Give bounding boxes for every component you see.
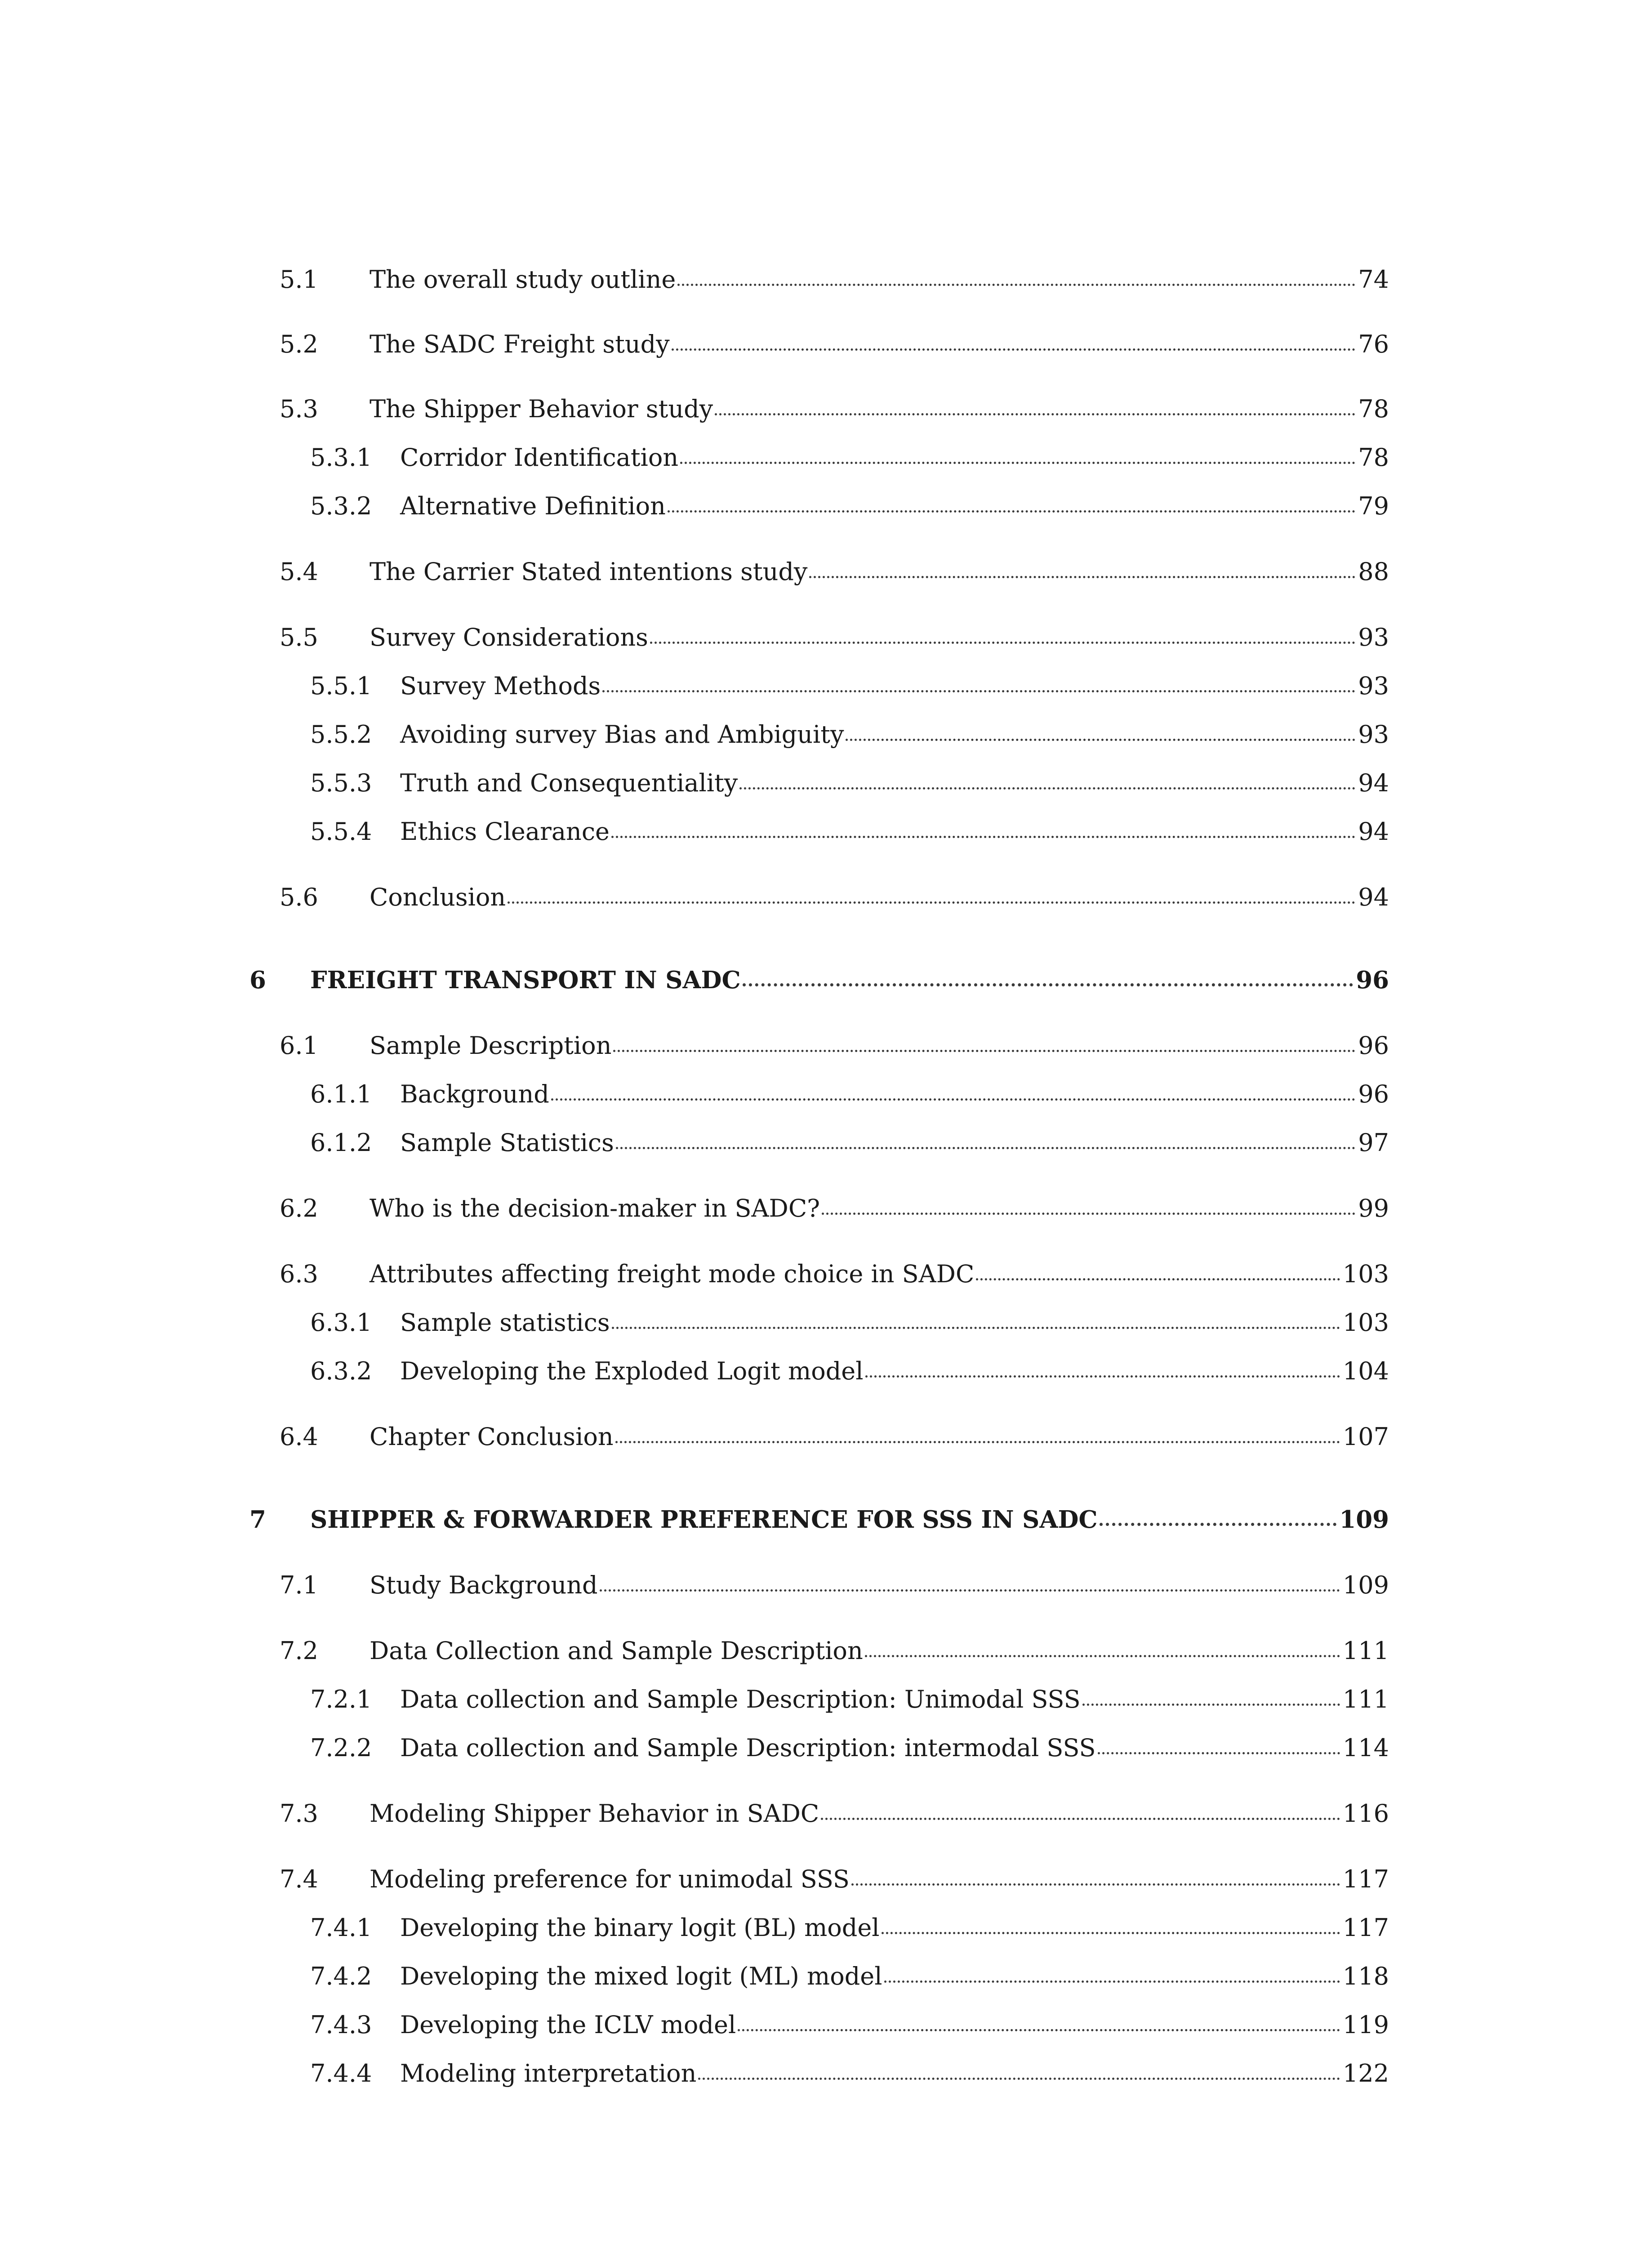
toc-entry-line xyxy=(400,1958,1389,1994)
toc-entry-page-number: 96 xyxy=(1358,1080,1389,1108)
toc-entry-page-number: 111 xyxy=(1342,1637,1389,1665)
toc-entry[interactable] xyxy=(0,879,1652,915)
toc-entry-page-number: 107 xyxy=(1342,1423,1389,1451)
toc-entry-number: 7.4.2 xyxy=(310,1962,372,1990)
toc-entry-number: 7 xyxy=(249,1506,266,1534)
toc-entry-title: Modeling preference for unimodal SSS xyxy=(370,1861,850,1897)
toc-entry-page-number: 94 xyxy=(1358,817,1389,846)
dot-leader xyxy=(976,1278,1340,1280)
toc-entry-title: Data collection and Sample Description: intermodal SSS xyxy=(400,1730,1096,1766)
toc-entry-line xyxy=(370,1191,1389,1227)
toc-entry[interactable] xyxy=(0,2056,1652,2092)
toc-entry-line xyxy=(400,765,1389,801)
toc-entry-number: 5.3.2 xyxy=(310,492,372,520)
toc-entry-line xyxy=(400,2056,1389,2092)
toc-entry-line xyxy=(310,1502,1389,1538)
dot-leader xyxy=(739,787,1355,789)
dot-leader xyxy=(613,1050,1355,1052)
toc-entry-title: Developing the Exploded Logit model xyxy=(400,1353,864,1389)
toc-entry[interactable] xyxy=(0,1076,1652,1112)
toc-entry-title: Alternative Definition xyxy=(400,488,666,524)
toc-entry-line xyxy=(370,1861,1389,1897)
toc-entry[interactable] xyxy=(0,2007,1652,2043)
toc-entry-page-number: 117 xyxy=(1342,1913,1389,1942)
toc-entry-line xyxy=(400,668,1389,704)
toc-entry-number: 5.5.1 xyxy=(310,672,372,700)
toc-entry-line xyxy=(370,1028,1389,1064)
toc-entry-line xyxy=(400,2007,1389,2043)
toc-entry-title: Avoiding survey Bias and Ambiguity xyxy=(400,717,844,753)
toc-entry-number: 5.6 xyxy=(280,883,318,911)
toc-entry-title: Truth and Consequentiality xyxy=(400,765,738,801)
toc-entry-number: 5.3 xyxy=(280,395,318,423)
toc-entry-title: FREIGHT TRANSPORT IN SADC xyxy=(310,962,741,998)
toc-entry[interactable] xyxy=(0,1191,1652,1227)
dot-leader xyxy=(551,1098,1355,1101)
toc-entry-number: 6.1.2 xyxy=(310,1128,372,1157)
toc-entry-page-number: 116 xyxy=(1342,1799,1389,1828)
dot-leader xyxy=(1098,1752,1340,1754)
toc-entry-page-number: 94 xyxy=(1358,769,1389,797)
toc-entry-number: 5.4 xyxy=(280,558,318,586)
toc-entry-number: 7.3 xyxy=(280,1799,318,1828)
toc-entry[interactable] xyxy=(0,1958,1652,1994)
toc-entry-title: Corridor Identification xyxy=(400,440,678,476)
toc-entry-page-number: 118 xyxy=(1342,1962,1389,1990)
toc-entry-line xyxy=(370,1256,1389,1292)
toc-entry[interactable] xyxy=(0,1567,1652,1603)
toc-entry-number: 5.2 xyxy=(280,330,318,358)
toc-entry-number: 6.3.1 xyxy=(310,1308,372,1337)
toc-entry-page-number: 93 xyxy=(1358,623,1389,651)
toc-entry-page-number: 117 xyxy=(1342,1865,1389,1893)
toc-entry-page-number: 97 xyxy=(1358,1128,1389,1157)
toc-entry-number: 7.4.1 xyxy=(310,1913,372,1942)
toc-entry-line xyxy=(400,1305,1389,1341)
dot-leader xyxy=(611,836,1355,838)
dot-leader xyxy=(672,348,1356,351)
toc-entry-number: 7.2.2 xyxy=(310,1734,372,1762)
toc-entry[interactable] xyxy=(0,262,1652,298)
toc-entry-title: Chapter Conclusion xyxy=(370,1419,614,1455)
dot-leader xyxy=(650,642,1355,644)
dot-leader xyxy=(822,1213,1355,1215)
toc-entry-line xyxy=(370,326,1389,362)
toc-entry-title: Data collection and Sample Description: Unimodal SSS xyxy=(400,1682,1081,1717)
dot-leader xyxy=(616,1147,1355,1149)
toc-entry-line xyxy=(370,554,1389,590)
dot-leader xyxy=(615,1441,1340,1443)
toc-entry-line xyxy=(370,879,1389,915)
toc-entry-line xyxy=(400,717,1389,753)
toc-entry-page-number: 88 xyxy=(1358,558,1389,586)
toc-entry-line xyxy=(370,262,1389,298)
toc-chapter-entry[interactable] xyxy=(0,1502,1652,1538)
dot-leader xyxy=(882,1932,1340,1934)
toc-entry-page-number: 109 xyxy=(1342,1571,1389,1599)
toc-entry-line xyxy=(370,1419,1389,1455)
toc-entry-page-number: 96 xyxy=(1356,966,1389,994)
toc-entry-number: 6.2 xyxy=(280,1194,318,1222)
toc-entry-number: 5.3.1 xyxy=(310,443,372,472)
toc-entry-page-number: 93 xyxy=(1358,672,1389,700)
toc-entry[interactable] xyxy=(0,1353,1652,1389)
toc-entry-title: Ethics Clearance xyxy=(400,814,610,850)
toc-entry-number: 6.1.1 xyxy=(310,1080,372,1108)
toc-entry-title: Sample Statistics xyxy=(400,1125,614,1161)
toc-entry-line xyxy=(400,1910,1389,1946)
toc-entry-title: Modeling Shipper Behavior in SADC xyxy=(370,1796,819,1832)
dot-leader xyxy=(715,413,1355,415)
toc-entry-title: The SADC Freight study xyxy=(370,326,670,362)
toc-entry-title: Sample Description xyxy=(370,1028,611,1064)
dot-leader xyxy=(851,1883,1340,1886)
dot-leader xyxy=(809,576,1355,578)
toc-entry-number: 6.1 xyxy=(280,1031,318,1060)
toc-entry-title: Data Collection and Sample Description xyxy=(370,1633,863,1669)
toc-entry-title: The Shipper Behavior study xyxy=(370,391,713,427)
dot-leader xyxy=(680,462,1355,464)
toc-entry[interactable] xyxy=(0,717,1652,753)
toc-entry-page-number: 103 xyxy=(1342,1260,1389,1288)
toc-entry-title: The overall study outline xyxy=(370,262,676,298)
toc-entry-number: 5.5.4 xyxy=(310,817,372,846)
toc-entry-page-number: 76 xyxy=(1358,330,1389,358)
toc-entry-line xyxy=(400,440,1389,476)
toc-entry-page-number: 79 xyxy=(1358,492,1389,520)
toc-entry-page-number: 74 xyxy=(1358,265,1389,294)
toc-entry-number: 7.4.4 xyxy=(310,2059,372,2087)
toc-entry[interactable] xyxy=(0,1305,1652,1341)
toc-entry-line xyxy=(400,1353,1389,1389)
toc-entry-page-number: 114 xyxy=(1342,1734,1389,1762)
toc-entry-line xyxy=(400,1076,1389,1112)
dot-leader xyxy=(698,2078,1340,2080)
toc-entry[interactable] xyxy=(0,1796,1652,1832)
toc-entry[interactable] xyxy=(0,814,1652,850)
toc-entry-number: 7.2 xyxy=(280,1637,318,1665)
toc-entry-page-number: 119 xyxy=(1342,2011,1389,2039)
toc-entry-line xyxy=(370,1796,1389,1832)
toc-entry-number: 5.5 xyxy=(280,623,318,651)
toc-entry-title: SHIPPER & FORWARDER PREFERENCE FOR SSS IN SADC xyxy=(310,1502,1098,1538)
toc-entry-number: 6.3.2 xyxy=(310,1357,372,1385)
dot-leader xyxy=(865,1655,1340,1657)
toc-entry-page-number: 78 xyxy=(1358,395,1389,423)
toc-entry-page-number: 109 xyxy=(1339,1506,1389,1534)
dot-leader xyxy=(865,1375,1340,1378)
toc-entry[interactable] xyxy=(0,1028,1652,1064)
toc-entry-page-number: 111 xyxy=(1342,1685,1389,1713)
toc-chapter-entry[interactable] xyxy=(0,962,1652,998)
toc-entry-number: 5.5.3 xyxy=(310,769,372,797)
toc-entry-title: Developing the mixed logit (ML) model xyxy=(400,1958,882,1994)
dot-leader xyxy=(884,1980,1340,1983)
toc-entry-title: Who is the decision-maker in SADC? xyxy=(370,1191,820,1227)
toc-entry[interactable] xyxy=(0,1419,1652,1455)
toc-entry-title: Survey Methods xyxy=(400,668,601,704)
toc-entry-title: Modeling interpretation xyxy=(400,2056,696,2092)
toc-entry[interactable] xyxy=(0,668,1652,704)
toc-entry-line xyxy=(370,1567,1389,1603)
dot-leader xyxy=(821,1818,1340,1820)
toc-entry-title: Developing the binary logit (BL) model xyxy=(400,1910,880,1946)
toc-entry-page-number: 104 xyxy=(1342,1357,1389,1385)
toc-entry-line xyxy=(370,1633,1389,1669)
dot-leader xyxy=(612,1327,1340,1329)
toc-entry[interactable] xyxy=(0,1861,1652,1897)
toc-entry-title: Conclusion xyxy=(370,879,506,915)
toc-entry-line xyxy=(400,1125,1389,1161)
toc-entry-line xyxy=(370,391,1389,427)
toc-entry-number: 5.1 xyxy=(280,265,318,294)
toc-entry[interactable] xyxy=(0,554,1652,590)
toc-entry-line xyxy=(400,488,1389,524)
toc-entry[interactable] xyxy=(0,1125,1652,1161)
toc-entry-number: 5.5.2 xyxy=(310,720,372,749)
toc-entry[interactable] xyxy=(0,1256,1652,1292)
toc-entry-number: 6.4 xyxy=(280,1423,318,1451)
toc-entry[interactable] xyxy=(0,488,1652,524)
dot-leader xyxy=(600,1589,1340,1592)
toc-entry[interactable] xyxy=(0,1633,1652,1669)
toc-entry-number: 7.4.3 xyxy=(310,2011,372,2039)
toc-entry-title: Developing the ICLV model xyxy=(400,2007,736,2043)
toc-entry-line xyxy=(400,814,1389,850)
toc-entry-line xyxy=(370,620,1389,656)
toc-entry-line xyxy=(400,1730,1389,1766)
toc-entry[interactable] xyxy=(0,326,1652,362)
toc-entry[interactable] xyxy=(0,765,1652,801)
toc-entry[interactable] xyxy=(0,391,1652,427)
dot-leader xyxy=(1082,1704,1340,1706)
toc-entry-page-number: 96 xyxy=(1358,1031,1389,1060)
dot-leader xyxy=(508,901,1355,904)
toc-entry-title: Attributes affecting freight mode choice in SADC xyxy=(370,1256,974,1292)
toc-entry[interactable] xyxy=(0,620,1652,656)
toc-entry-line xyxy=(310,962,1389,998)
dot-leader xyxy=(743,983,1354,986)
toc-entry-page-number: 93 xyxy=(1358,720,1389,749)
toc-entry[interactable] xyxy=(0,1682,1652,1717)
toc-entry-title: Background xyxy=(400,1076,549,1112)
dot-leader xyxy=(668,510,1355,513)
toc-entry-page-number: 78 xyxy=(1358,443,1389,472)
toc-entry-title: Study Background xyxy=(370,1567,598,1603)
dot-leader xyxy=(1100,1523,1337,1526)
toc-entry[interactable] xyxy=(0,1730,1652,1766)
toc-entry-line xyxy=(400,1682,1389,1717)
toc-entry-page-number: 99 xyxy=(1358,1194,1389,1222)
dot-leader xyxy=(846,739,1355,741)
toc-entry-number: 7.1 xyxy=(280,1571,318,1599)
toc-entry-number: 7.4 xyxy=(280,1865,318,1893)
toc-entry-page-number: 94 xyxy=(1358,883,1389,911)
dot-leader xyxy=(677,284,1355,286)
toc-entry-title: The Carrier Stated intentions study xyxy=(370,554,807,590)
toc-entry[interactable] xyxy=(0,1910,1652,1946)
toc-entry-title: Survey Considerations xyxy=(370,620,648,656)
toc-entry-page-number: 122 xyxy=(1342,2059,1389,2087)
toc-entry-page-number: 103 xyxy=(1342,1308,1389,1337)
toc-entry-number: 6.3 xyxy=(280,1260,318,1288)
toc-entry-number: 6 xyxy=(249,966,266,994)
toc-entry-number: 7.2.1 xyxy=(310,1685,372,1713)
toc-entry[interactable] xyxy=(0,440,1652,476)
toc-entry-title: Sample statistics xyxy=(400,1305,610,1341)
dot-leader xyxy=(738,2029,1340,2031)
dot-leader xyxy=(602,690,1355,692)
